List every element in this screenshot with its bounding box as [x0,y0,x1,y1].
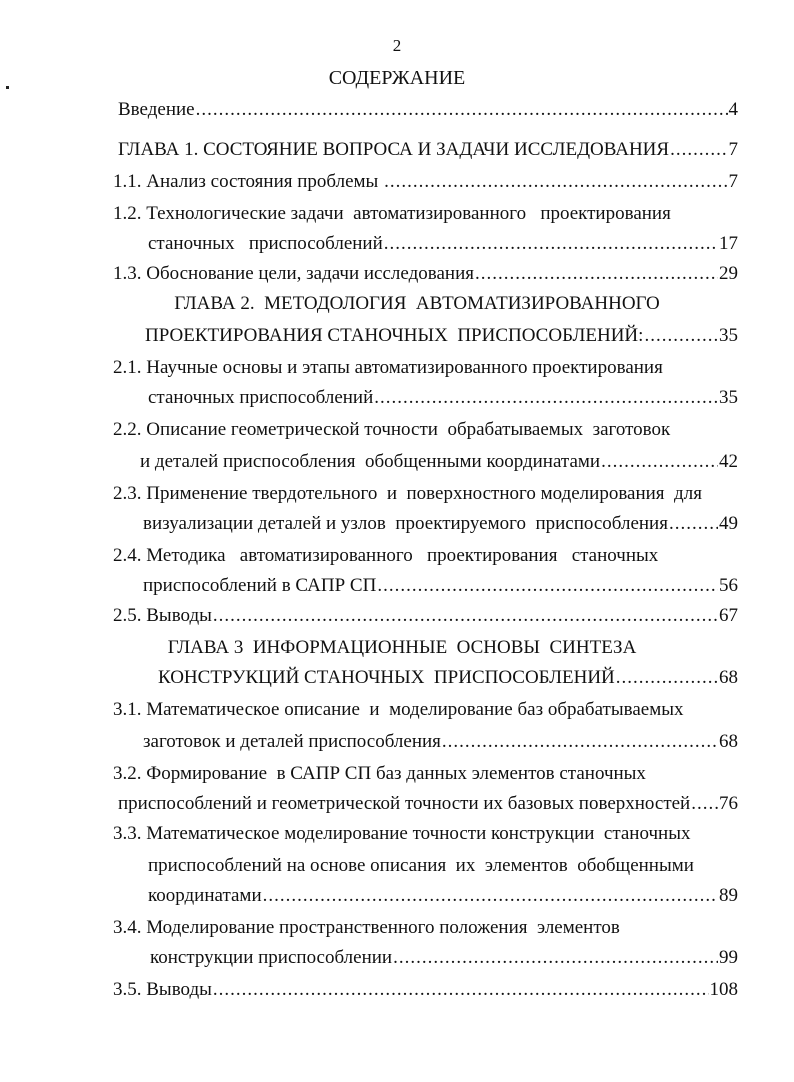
dot-leader [384,170,727,194]
toc-entry-chapter-3-cont [158,666,738,690]
entry-page: 35 [719,325,738,346]
toc-entry-3-5 [113,978,738,1002]
entry-page: 99 [719,947,738,968]
entry-page: 108 [709,979,738,1000]
toc-entry-2-3 [113,482,738,506]
toc-entry-3-2-cont [118,792,738,816]
entry-text: 2.2. Описание геометрической точности обрабатываемых заготовок [113,419,671,440]
dot-leader [601,450,718,474]
toc-entry-3-3 [113,822,738,846]
toc-entry-3-1-cont [143,730,738,754]
toc-entry-3-1 [113,698,738,722]
toc-entry-chapter-3: ГЛАВА 3 ИНФОРМАЦИОННЫЕ ОСНОВЫ СИНТЕЗА [167,637,637,658]
entry-page: 49 [719,513,738,534]
page-title: СОДЕРЖАНИЕ [328,67,466,89]
entry-text: КОНСТРУКЦИЙ СТАНОЧНЫХ ПРИСПОСОБЛЕНИЙ [158,667,615,688]
toc-entry-1-1 [113,170,738,194]
entry-text: 2.4. Методика автоматизированного проектирования станочных [113,545,659,566]
dot-leader [384,232,718,256]
entry-text: ГЛАВА 1. СОСТОЯНИЕ ВОПРОСА И ЗАДАЧИ ИССЛЕДОВАНИЯ [118,139,670,160]
dot-leader [616,666,718,690]
entry-page: 68 [719,667,738,688]
entry-text: 3.3. Математическое моделирование точности конструкции станочных [113,823,691,844]
entry-text: конструкции приспособлении [150,947,393,968]
entry-text: 3.2. Формирование в САПР СП баз данных элементов станочных [113,763,646,784]
dot-leader [213,978,709,1002]
entry-text: координатами [148,885,262,906]
entry-text: 1.3. Обоснование цели, задачи исследования [113,263,474,284]
toc-entry-chapter-2: ГЛАВА 2. МЕТОДОЛОГИЯ АВТОМАТИЗИРОВАННОГО [174,293,660,314]
dot-leader [691,792,718,816]
entry-text: приспособлений и геометрической точности их базовых поверхностей [118,793,691,814]
entry-page: 68 [719,731,738,752]
entry-page: 7 [728,171,738,192]
scan-speck [6,86,9,89]
entry-page: 4 [728,99,738,120]
toc-entry-2-2-cont [140,450,738,474]
entry-page: 35 [719,387,738,408]
toc-entry-1-2 [113,202,738,226]
dot-leader [196,98,728,122]
entry-page: 29 [719,263,738,284]
toc-entry-2-2 [113,418,738,442]
entry-text: станочных приспособлений [148,233,383,254]
entry-text: ПРОЕКТИРОВАНИЯ СТАНОЧНЫХ ПРИСПОСОБЛЕНИЙ: [145,325,644,346]
toc-entry-3-4 [113,916,738,940]
dot-leader [393,946,718,970]
entry-text: 1.1. Анализ состояния проблемы [113,171,384,192]
entry-text: приспособлений на основе описания их элементов обобщенными [148,855,694,876]
entry-text: приспособлений в САПР СП [143,575,377,596]
toc-entry-3-4-cont [150,946,738,970]
toc-entry-chapter-2-cont [145,324,738,348]
entry-text: и деталей приспособления обобщенными координатами [140,451,601,472]
entry-text: 3.1. Математическое описание и моделирование баз обрабатываемых [113,699,684,720]
toc-entry-2-3-cont [143,512,738,536]
page-number: 2 [392,36,402,55]
entry-text: заготовок и деталей приспособления [143,731,441,752]
toc-entry-2-4 [113,544,738,568]
dot-leader [374,386,718,410]
toc-entry-chapter-1 [118,138,738,162]
entry-page: 67 [719,605,738,626]
dot-leader [442,730,718,754]
entry-text: визуализации деталей и узлов проектируемого приспособления [143,513,668,534]
entry-text: 2.1. Научные основы и этапы автоматизированного проектирования [113,357,663,378]
dot-leader [213,604,718,628]
dot-leader [263,884,718,908]
entry-text: 3.4. Моделирование пространственного положения элементов [113,917,620,938]
dot-leader [644,324,718,348]
entry-page: 76 [719,793,738,814]
dot-leader [669,512,718,536]
toc-entry-1-3 [113,262,738,286]
toc-entry-1-2-cont [148,232,738,256]
dot-leader [377,574,718,598]
toc-entry-3-3-cont1 [148,854,738,878]
entry-page: 56 [719,575,738,596]
toc-entry-3-2 [113,762,738,786]
toc-entry-3-3-cont2 [148,884,738,908]
toc-entry-2-4-cont [143,574,738,598]
entry-text: 1.2. Технологические задачи автоматизированного проектирования [113,203,671,224]
dot-leader [670,138,727,162]
entry-text: 2.5. Выводы [113,605,212,626]
entry-page: 89 [719,885,738,906]
entry-page: 7 [728,139,738,160]
toc-entry-intro [118,98,738,122]
dot-leader [475,262,718,286]
toc-entry-2-1 [113,356,738,380]
entry-text: 3.5. Выводы [113,979,212,1000]
toc-entry-2-1-cont [148,386,738,410]
toc-entry-2-5 [113,604,738,628]
entry-page: 17 [719,233,738,254]
entry-page: 42 [719,451,738,472]
entry-text: Введение [118,99,195,120]
entry-text: 2.3. Применение твердотельного и поверхностного моделирования для [113,483,702,504]
entry-text: станочных приспособлений [148,387,374,408]
